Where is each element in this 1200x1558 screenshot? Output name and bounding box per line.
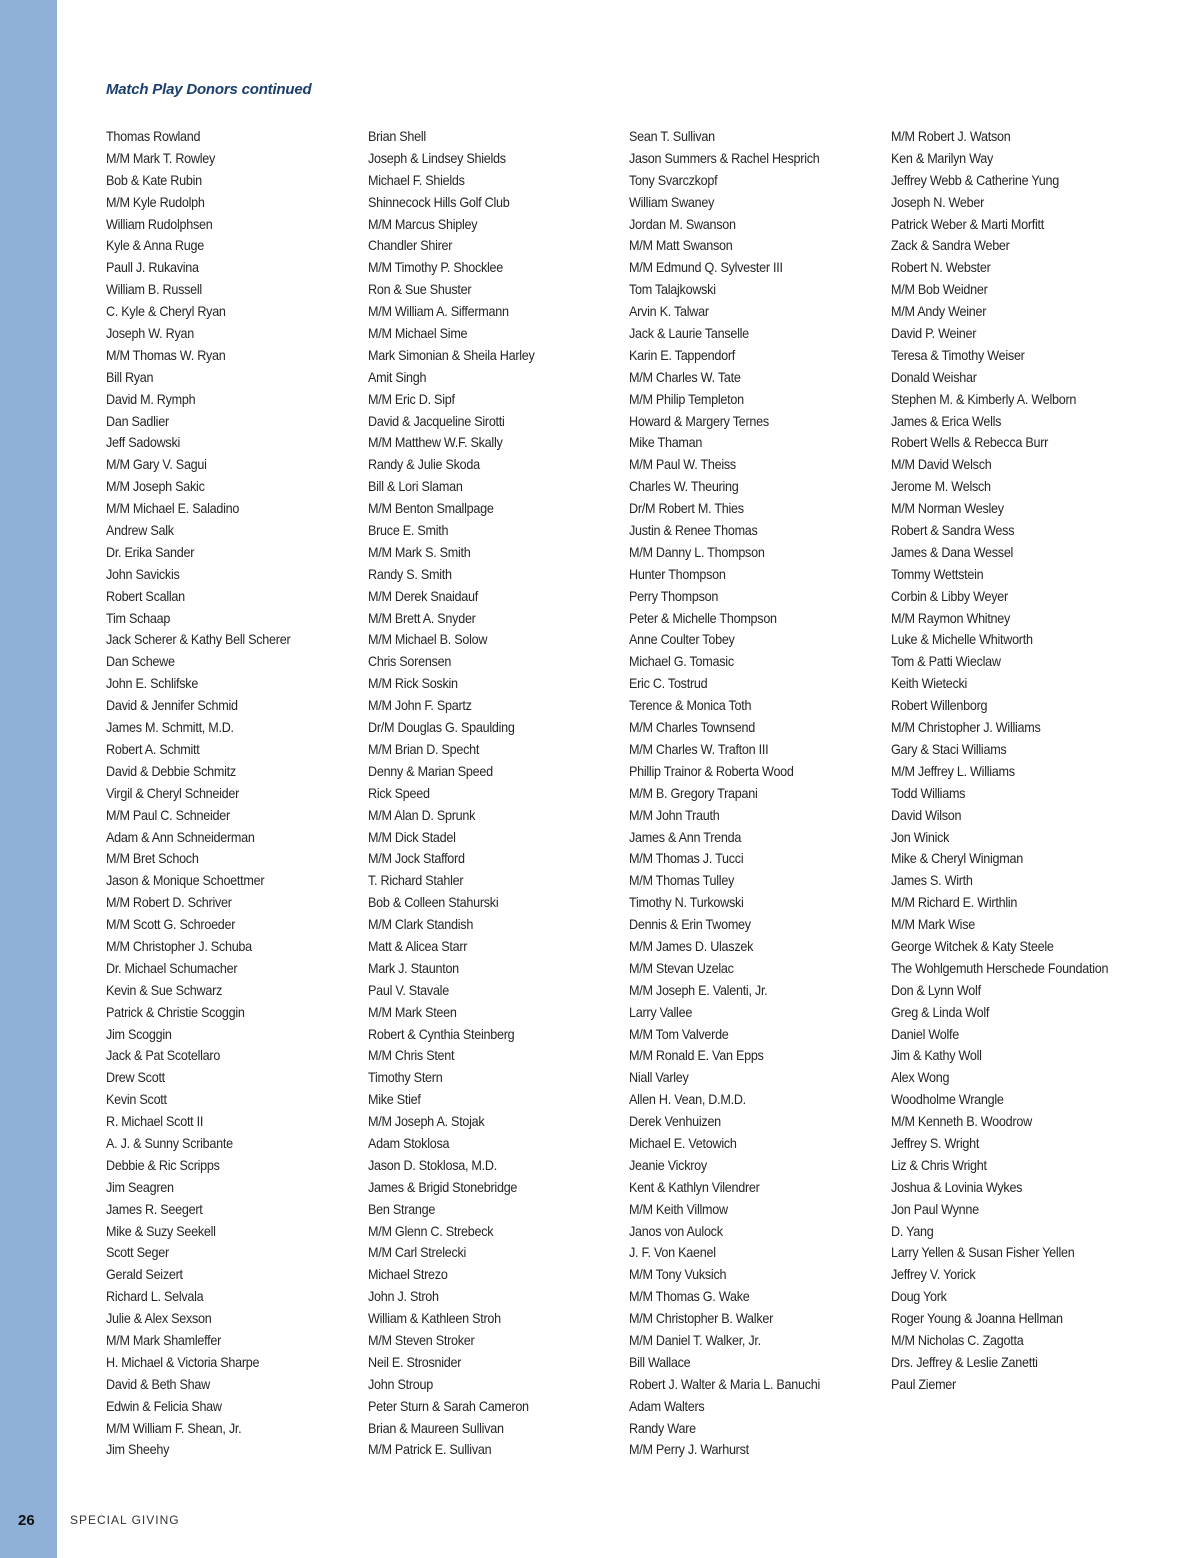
donor-name: Ron & Sue Shuster bbox=[368, 281, 472, 298]
donor-name: M/M Dick Stadel bbox=[368, 828, 456, 845]
donor-name: M/M Thomas J. Tucci bbox=[629, 850, 744, 867]
donor-name: Adam Stoklosa bbox=[368, 1134, 450, 1151]
donor-name: Robert A. Schmitt bbox=[106, 740, 200, 757]
donor-name: M/M Joseph Sakic bbox=[106, 478, 205, 495]
section-title: Match Play Donors continued bbox=[106, 81, 312, 98]
donor-name: David Wilson bbox=[891, 806, 962, 823]
donor-name: M/M Paul W. Theiss bbox=[629, 456, 736, 473]
donor-name: M/M Christopher J. Schuba bbox=[106, 937, 252, 954]
donor-name: M/M Richard E. Wirthlin bbox=[891, 894, 1018, 911]
donor-name: M/M Norman Wesley bbox=[891, 500, 1004, 517]
donor-name: James R. Seegert bbox=[106, 1200, 203, 1217]
donor-name: Joseph N. Weber bbox=[891, 193, 985, 210]
donor-name: Howard & Margery Ternes bbox=[629, 412, 769, 429]
donor-name: M/M Mark S. Smith bbox=[368, 543, 471, 560]
donor-name: Tommy Wettstein bbox=[891, 565, 984, 582]
donor-name: M/M Keith Villmow bbox=[629, 1200, 728, 1217]
donor-name: Jack & Laurie Tanselle bbox=[629, 325, 749, 342]
donor-name: Mark Simonian & Sheila Harley bbox=[368, 346, 535, 363]
donor-name: James & Brigid Stonebridge bbox=[368, 1178, 518, 1195]
donor-name: J. F. Von Kaenel bbox=[629, 1244, 716, 1261]
donor-column-1 bbox=[106, 126, 356, 1461]
donor-name: Jerome M. Welsch bbox=[891, 478, 991, 495]
donor-name: Robert N. Webster bbox=[891, 259, 991, 276]
donor-name: Robert Scallan bbox=[106, 587, 185, 604]
donor-name: M/M Rick Soskin bbox=[368, 675, 458, 692]
donor-name: Dr/M Douglas G. Spaulding bbox=[368, 719, 515, 736]
donor-name: Randy & Julie Skoda bbox=[368, 456, 480, 473]
donor-name: M/M John F. Spartz bbox=[368, 697, 472, 714]
donor-name: Paul Ziemer bbox=[891, 1375, 956, 1392]
donor-name: M/M Eric D. Sipf bbox=[368, 390, 455, 407]
donor-name: M/M Mark Steen bbox=[368, 1003, 457, 1020]
donor-name: M/M Thomas W. Ryan bbox=[106, 346, 226, 363]
donor-name: Michael Strezo bbox=[368, 1266, 448, 1283]
donor-name: M/M Chris Stent bbox=[368, 1047, 455, 1064]
donor-name: Todd Williams bbox=[891, 784, 966, 801]
donor-name: Jim Seagren bbox=[106, 1178, 174, 1195]
donor-name: Arvin K. Talwar bbox=[629, 303, 709, 320]
donor-name: M/M Matthew W.F. Skally bbox=[368, 434, 503, 451]
donor-name: M/M Michael Sime bbox=[368, 325, 468, 342]
donor-name: M/M Scott G. Schroeder bbox=[106, 916, 236, 933]
donor-name: Drew Scott bbox=[106, 1069, 165, 1086]
donor-name: Dennis & Erin Twomey bbox=[629, 916, 751, 933]
donor-name: Denny & Marian Speed bbox=[368, 762, 493, 779]
donor-name: M/M Thomas G. Wake bbox=[629, 1288, 750, 1305]
donor-name: M/M Derek Snaidauf bbox=[368, 587, 478, 604]
donor-name: M/M Paul C. Schneider bbox=[106, 806, 230, 823]
donor-name: H. Michael & Victoria Sharpe bbox=[106, 1353, 260, 1370]
donor-name: M/M Carl Strelecki bbox=[368, 1244, 467, 1261]
donor-name: Shinnecock Hills Golf Club bbox=[368, 193, 510, 210]
donor-name: M/M Gary V. Sagui bbox=[106, 456, 207, 473]
donor-name: M/M Jock Stafford bbox=[368, 850, 465, 867]
donor-name: Doug York bbox=[891, 1288, 947, 1305]
donor-name: M/M David Welsch bbox=[891, 456, 992, 473]
donor-name: James & Ann Trenda bbox=[629, 828, 742, 845]
donor-name: M/M James D. Ulaszek bbox=[629, 937, 754, 954]
donor-name: M/M Stevan Uzelac bbox=[629, 959, 734, 976]
donor-name: Jack & Pat Scotellaro bbox=[106, 1047, 221, 1064]
donor-name: D. Yang bbox=[891, 1222, 934, 1239]
donor-name: James & Erica Wells bbox=[891, 412, 1002, 429]
donor-name: David & Beth Shaw bbox=[106, 1375, 210, 1392]
donor-name: Ken & Marilyn Way bbox=[891, 149, 994, 166]
donor-name: M/M Bob Weidner bbox=[891, 281, 988, 298]
donor-name: Larry Yellen & Susan Fisher Yellen bbox=[891, 1244, 1075, 1261]
donor-name: M/M Joseph A. Stojak bbox=[368, 1113, 485, 1130]
donor-name: David & Jacqueline Sirotti bbox=[368, 412, 505, 429]
footer-section-label: SPECIAL GIVING bbox=[70, 1513, 180, 1527]
donor-name: Bob & Kate Rubin bbox=[106, 171, 202, 188]
donor-name: Paull J. Rukavina bbox=[106, 259, 199, 276]
donor-name: Kevin & Sue Schwarz bbox=[106, 981, 223, 998]
donor-name: Michael E. Vetowich bbox=[629, 1134, 737, 1151]
donor-name: Robert Willenborg bbox=[891, 697, 988, 714]
donor-name: Liz & Chris Wright bbox=[891, 1156, 987, 1173]
donor-name: Amit Singh bbox=[368, 368, 427, 385]
donor-name: M/M Brett A. Snyder bbox=[368, 609, 476, 626]
donor-name: Bill Wallace bbox=[629, 1353, 691, 1370]
donor-name: Paul V. Stavale bbox=[368, 981, 449, 998]
donor-name: William & Kathleen Stroh bbox=[368, 1310, 501, 1327]
donor-name: Dan Schewe bbox=[106, 653, 175, 670]
donor-column-2 bbox=[368, 126, 618, 1461]
donor-name: C. Kyle & Cheryl Ryan bbox=[106, 303, 226, 320]
donor-name: M/M Kenneth B. Woodrow bbox=[891, 1113, 1032, 1130]
donor-name: David M. Rymph bbox=[106, 390, 196, 407]
donor-name: Gary & Staci Williams bbox=[891, 740, 1007, 757]
donor-name: Bruce E. Smith bbox=[368, 522, 449, 539]
donor-name: Tony Svarczkopf bbox=[629, 171, 718, 188]
donor-name: Charles W. Theuring bbox=[629, 478, 739, 495]
donor-name: Dr/M Robert M. Thies bbox=[629, 500, 744, 517]
donor-name: M/M B. Gregory Trapani bbox=[629, 784, 758, 801]
donor-name: Karin E. Tappendorf bbox=[629, 346, 736, 363]
donor-name: Jeffrey V. Yorick bbox=[891, 1266, 976, 1283]
donor-name: M/M Glenn C. Strebeck bbox=[368, 1222, 494, 1239]
donor-name: Jon Winick bbox=[891, 828, 950, 845]
donor-name: M/M Joseph E. Valenti, Jr. bbox=[629, 981, 768, 998]
donor-name: M/M Jeffrey L. Williams bbox=[891, 762, 1015, 779]
donor-name: David P. Weiner bbox=[891, 325, 977, 342]
donor-name: M/M Patrick E. Sullivan bbox=[368, 1441, 492, 1458]
donor-name: M/M Michael E. Saladino bbox=[106, 500, 240, 517]
donor-name: Jim & Kathy Woll bbox=[891, 1047, 982, 1064]
donor-column-3 bbox=[629, 126, 879, 1461]
donor-name: Chris Sorensen bbox=[368, 653, 452, 670]
donor-name: Jon Paul Wynne bbox=[891, 1200, 979, 1217]
donor-name: Robert & Cynthia Steinberg bbox=[368, 1025, 515, 1042]
donor-name: John J. Stroh bbox=[368, 1288, 439, 1305]
donor-name: A. J. & Sunny Scribante bbox=[106, 1134, 233, 1151]
donor-column-4 bbox=[891, 126, 1141, 1396]
donor-name: Timothy N. Turkowski bbox=[629, 894, 744, 911]
donor-name: Eric C. Tostrud bbox=[629, 675, 708, 692]
donor-name: Brian & Maureen Sullivan bbox=[368, 1419, 504, 1436]
donor-name: Don & Lynn Wolf bbox=[891, 981, 981, 998]
donor-name: Derek Venhuizen bbox=[629, 1113, 721, 1130]
donor-name: Perry Thompson bbox=[629, 587, 719, 604]
donor-name: M/M Danny L. Thompson bbox=[629, 543, 765, 560]
donor-name: M/M Ronald E. Van Epps bbox=[629, 1047, 764, 1064]
donor-name: Jason Summers & Rachel Hesprich bbox=[629, 149, 820, 166]
donor-name: Jordan M. Swanson bbox=[629, 215, 736, 232]
donor-name: Justin & Renee Thomas bbox=[629, 522, 758, 539]
donor-name: Jim Sheehy bbox=[106, 1441, 170, 1458]
donor-name: David & Debbie Schmitz bbox=[106, 762, 236, 779]
donor-name: Thomas Rowland bbox=[106, 128, 201, 144]
donor-name: Gerald Seizert bbox=[106, 1266, 183, 1283]
donor-name: Neil E. Strosnider bbox=[368, 1353, 462, 1370]
donor-name: Phillip Trainor & Roberta Wood bbox=[629, 762, 794, 779]
donor-name: Joshua & Lovinia Wykes bbox=[891, 1178, 1023, 1195]
donor-name: Mike & Cheryl Winigman bbox=[891, 850, 1024, 867]
donor-name: M/M Benton Smallpage bbox=[368, 500, 494, 517]
donor-name: M/M Clark Standish bbox=[368, 916, 474, 933]
donor-name: Mark J. Staunton bbox=[368, 959, 459, 976]
donor-name: Rick Speed bbox=[368, 784, 430, 801]
donor-name: M/M Charles W. Trafton III bbox=[629, 740, 769, 757]
donor-name: Greg & Linda Wolf bbox=[891, 1003, 990, 1020]
donor-name: M/M Michael B. Solow bbox=[368, 631, 488, 648]
donor-name: William B. Russell bbox=[106, 281, 202, 298]
donor-name: Teresa & Timothy Weiser bbox=[891, 346, 1025, 363]
side-color-bar bbox=[0, 0, 57, 1558]
donor-name: Robert J. Walter & Maria L. Banuchi bbox=[629, 1375, 821, 1392]
donor-name: Peter Sturn & Sarah Cameron bbox=[368, 1397, 529, 1414]
donor-name: Debbie & Ric Scripps bbox=[106, 1156, 220, 1173]
donor-name: Timothy Stern bbox=[368, 1069, 443, 1086]
donor-name: Donald Weishar bbox=[891, 368, 977, 385]
donor-name: Terence & Monica Toth bbox=[629, 697, 752, 714]
donor-name: Mike Thaman bbox=[629, 434, 703, 451]
donor-name: Michael G. Tomasic bbox=[629, 653, 734, 670]
donor-name: M/M Steven Stroker bbox=[368, 1331, 475, 1348]
donor-name: M/M Tony Vuksich bbox=[629, 1266, 727, 1283]
donor-name: Dr. Erika Sander bbox=[106, 543, 195, 560]
donor-name: John Savickis bbox=[106, 565, 180, 582]
donor-name: Keith Wietecki bbox=[891, 675, 968, 692]
donor-name: Tom & Patti Wieclaw bbox=[891, 653, 1001, 670]
donor-name: M/M Charles W. Tate bbox=[629, 368, 741, 385]
donor-name: Hunter Thompson bbox=[629, 565, 726, 582]
donor-name: M/M Perry J. Warhurst bbox=[629, 1441, 749, 1458]
donor-name: M/M Kyle Rudolph bbox=[106, 193, 205, 210]
donor-name: M/M Alan D. Sprunk bbox=[368, 806, 476, 823]
donor-name: Ben Strange bbox=[368, 1200, 436, 1217]
donor-name: M/M Edmund Q. Sylvester III bbox=[629, 259, 783, 276]
donor-name: Dr. Michael Schumacher bbox=[106, 959, 238, 976]
donor-name: Drs. Jeffrey & Leslie Zanetti bbox=[891, 1353, 1038, 1370]
donor-name: Joseph & Lindsey Shields bbox=[368, 149, 506, 166]
donor-name: Woodholme Wrangle bbox=[891, 1091, 1004, 1108]
donor-name: Bill & Lori Slaman bbox=[368, 478, 463, 495]
donor-name: M/M Raymon Whitney bbox=[891, 609, 1011, 626]
donor-name: George Witchek & Katy Steele bbox=[891, 937, 1054, 954]
donor-name: T. Richard Stahler bbox=[368, 872, 464, 889]
donor-name: Tim Schaap bbox=[106, 609, 171, 626]
donor-name: Jeanie Vickroy bbox=[629, 1156, 707, 1173]
donor-name: M/M Robert D. Schriver bbox=[106, 894, 232, 911]
donor-name: M/M Robert J. Watson bbox=[891, 128, 1011, 144]
donor-name: Scott Seger bbox=[106, 1244, 169, 1261]
donor-name: William Swaney bbox=[629, 193, 715, 210]
donor-name: Patrick Weber & Marti Morfitt bbox=[891, 215, 1044, 232]
donor-name: Jack Scherer & Kathy Bell Scherer bbox=[106, 631, 291, 648]
donor-name: R. Michael Scott II bbox=[106, 1113, 204, 1130]
donor-name: Luke & Michelle Whitworth bbox=[891, 631, 1033, 648]
donor-name: Jeffrey Webb & Catherine Yung bbox=[891, 171, 1059, 188]
donor-name: John Stroup bbox=[368, 1375, 433, 1392]
donor-name: Joseph W. Ryan bbox=[106, 325, 194, 342]
donor-name: Peter & Michelle Thompson bbox=[629, 609, 777, 626]
donor-name: Mike Stief bbox=[368, 1091, 421, 1108]
donor-name: Kyle & Anna Ruge bbox=[106, 237, 204, 254]
donor-name: David & Jennifer Schmid bbox=[106, 697, 238, 714]
donor-name: Anne Coulter Tobey bbox=[629, 631, 735, 648]
donor-name: Julie & Alex Sexson bbox=[106, 1310, 212, 1327]
donor-name: Jim Scoggin bbox=[106, 1025, 172, 1042]
donor-name: James & Dana Wessel bbox=[891, 543, 1014, 560]
donor-name: Corbin & Libby Weyer bbox=[891, 587, 1008, 604]
donor-name: Robert & Sandra Wess bbox=[891, 522, 1015, 539]
donor-name: Roger Young & Joanna Hellman bbox=[891, 1310, 1063, 1327]
donor-name: John E. Schlifske bbox=[106, 675, 199, 692]
donor-name: M/M Brian D. Specht bbox=[368, 740, 480, 757]
donor-name: Michael F. Shields bbox=[368, 171, 465, 188]
donor-name: M/M Andy Weiner bbox=[891, 303, 987, 320]
donor-name: Robert Wells & Rebecca Burr bbox=[891, 434, 1049, 451]
donor-name: Patrick & Christie Scoggin bbox=[106, 1003, 245, 1020]
donor-name: Matt & Alicea Starr bbox=[368, 937, 468, 954]
donor-name: M/M Thomas Tulley bbox=[629, 872, 735, 889]
donor-name: M/M Christopher J. Williams bbox=[891, 719, 1041, 736]
donor-name: Dan Sadlier bbox=[106, 412, 169, 429]
donor-name: M/M Nicholas C. Zagotta bbox=[891, 1331, 1024, 1348]
donor-name: M/M Mark T. Rowley bbox=[106, 149, 216, 166]
donor-name: Virgil & Cheryl Schneider bbox=[106, 784, 240, 801]
donor-name: Jeff Sadowski bbox=[106, 434, 181, 451]
page-number: 26 bbox=[18, 1512, 35, 1529]
donor-name: M/M Tom Valverde bbox=[629, 1025, 729, 1042]
donor-name: Kevin Scott bbox=[106, 1091, 167, 1108]
donor-name: Sean T. Sullivan bbox=[629, 128, 715, 144]
donor-name: Randy S. Smith bbox=[368, 565, 452, 582]
donor-name: Adam & Ann Schneiderman bbox=[106, 828, 255, 845]
donor-name: Jason & Monique Schoettmer bbox=[106, 872, 265, 889]
donor-name: M/M Marcus Shipley bbox=[368, 215, 478, 232]
donor-name: James S. Wirth bbox=[891, 872, 973, 889]
donor-name: M/M Timothy P. Shocklee bbox=[368, 259, 504, 276]
donor-name: M/M Philip Templeton bbox=[629, 390, 744, 407]
donor-name: M/M Mark Shamleffer bbox=[106, 1331, 222, 1348]
donor-name: Niall Varley bbox=[629, 1069, 689, 1086]
donor-name: Mike & Suzy Seekell bbox=[106, 1222, 216, 1239]
donor-name: M/M William F. Shean, Jr. bbox=[106, 1419, 242, 1436]
donor-name: Kent & Kathlyn Vilendrer bbox=[629, 1178, 760, 1195]
donor-name: Janos von Aulock bbox=[629, 1222, 723, 1239]
donor-name: The Wohlgemuth Herschede Foundation bbox=[891, 959, 1109, 976]
donor-name: Daniel Wolfe bbox=[891, 1025, 959, 1042]
donor-name: Tom Talajkowski bbox=[629, 281, 716, 298]
donor-name: M/M William A. Siffermann bbox=[368, 303, 509, 320]
donor-name: Jeffrey S. Wright bbox=[891, 1134, 980, 1151]
donor-name: William Rudolphsen bbox=[106, 215, 213, 232]
donor-name: Bill Ryan bbox=[106, 368, 154, 385]
donor-name: M/M Matt Swanson bbox=[629, 237, 733, 254]
donor-name: Zack & Sandra Weber bbox=[891, 237, 1010, 254]
donor-name: M/M Christopher B. Walker bbox=[629, 1310, 774, 1327]
donor-name: M/M Charles Townsend bbox=[629, 719, 756, 736]
donor-name: Andrew Salk bbox=[106, 522, 174, 539]
donor-name: Chandler Shirer bbox=[368, 237, 453, 254]
donor-name: Edwin & Felicia Shaw bbox=[106, 1397, 222, 1414]
donor-name: Randy Ware bbox=[629, 1419, 696, 1436]
donor-name: Bob & Colleen Stahurski bbox=[368, 894, 499, 911]
donor-name: M/M John Trauth bbox=[629, 806, 720, 823]
donor-name: Allen H. Vean, D.M.D. bbox=[629, 1091, 746, 1108]
donor-name: Brian Shell bbox=[368, 128, 426, 144]
donor-name: Alex Wong bbox=[891, 1069, 950, 1086]
donor-name: M/M Daniel T. Walker, Jr. bbox=[629, 1331, 761, 1348]
donor-name: Adam Walters bbox=[629, 1397, 705, 1414]
donor-name: James M. Schmitt, M.D. bbox=[106, 719, 234, 736]
donor-name: Richard L. Selvala bbox=[106, 1288, 204, 1305]
donor-name: Stephen M. & Kimberly A. Welborn bbox=[891, 390, 1077, 407]
donor-name: Larry Vallee bbox=[629, 1003, 693, 1020]
donor-name: Jason D. Stoklosa, M.D. bbox=[368, 1156, 497, 1173]
donor-name: M/M Bret Schoch bbox=[106, 850, 199, 867]
donor-name: M/M Mark Wise bbox=[891, 916, 975, 933]
